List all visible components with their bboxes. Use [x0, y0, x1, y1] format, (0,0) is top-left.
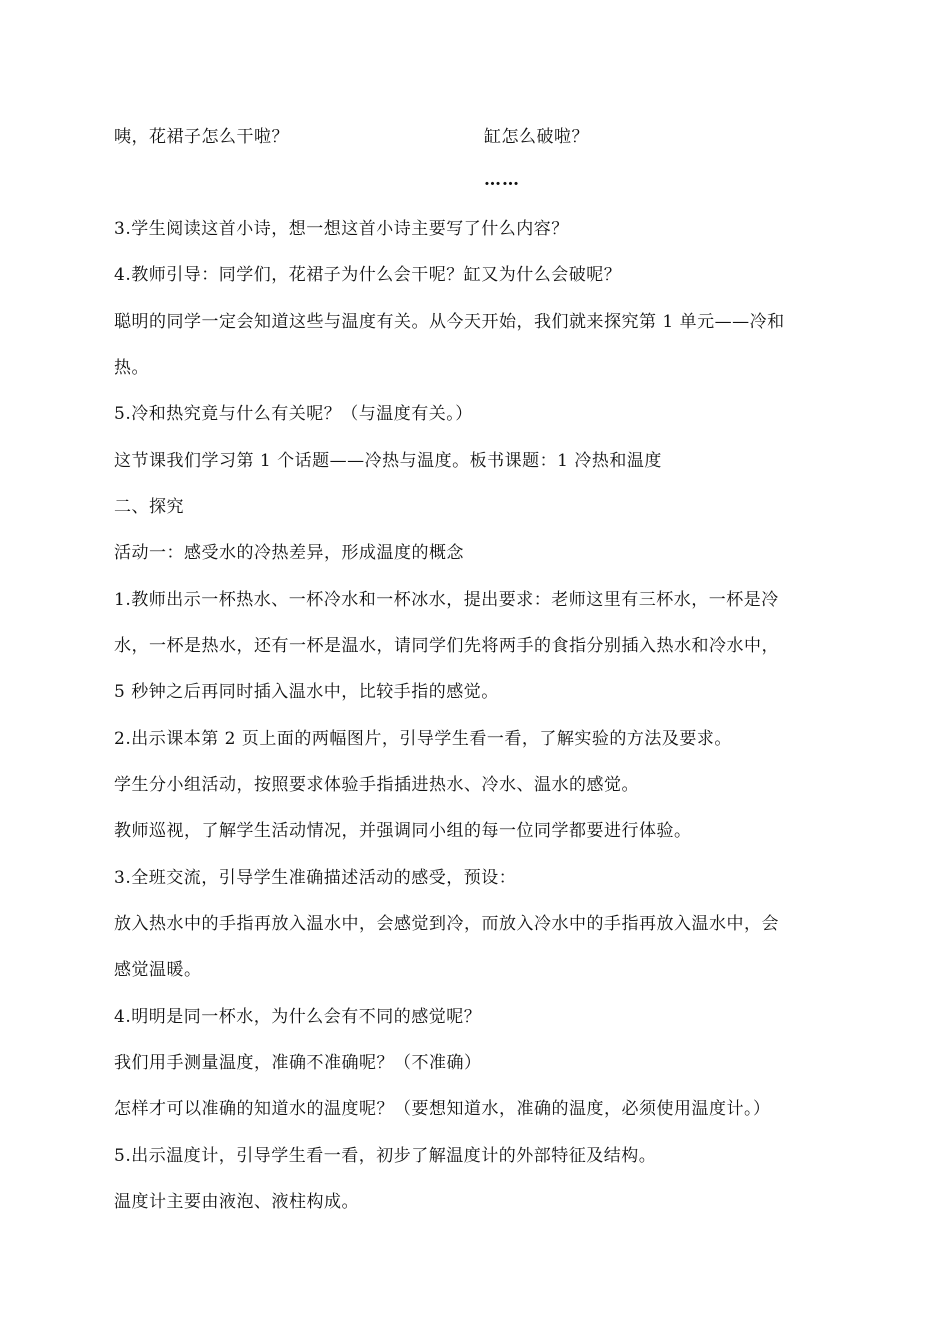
poem-line-left: 咦，花裙子怎么干啦？ [114, 127, 289, 147]
activity-step-2: 2.出示课本第 2 页上面的两幅图片，引导学生看一看，了解实验的方法及要求。 [114, 729, 732, 749]
activity-hand-measure: 我们用手测量温度，准确不准确呢？（不准确） [114, 1053, 482, 1073]
activity-preset-line-2: 感觉温暖。 [114, 960, 202, 980]
activity-step-5: 5.出示温度计，引导学生看一看，初步了解温度计的外部特征及结构。 [114, 1146, 657, 1166]
activity-thermometer-structure: 温度计主要由液泡、液柱构成。 [114, 1192, 359, 1212]
paragraph-intro-line-1: 聪明的同学一定会知道这些与温度有关。从今天开始，我们就来探究第 1 单元——冷和 [114, 312, 785, 332]
paragraph-step-4: 4.教师引导：同学们，花裙子为什么会干呢？缸又为什么会破呢？ [114, 265, 622, 285]
paragraph-intro-line-2: 热。 [114, 358, 149, 378]
activity-preset-line-1: 放入热水中的手指再放入温水中，会感觉到冷，而放入冷水中的手指再放入温水中，会 [114, 914, 779, 934]
paragraph-step-5: 5.冷和热究竟与什么有关呢？（与温度有关。） [114, 404, 473, 424]
activity-step-1-line-3: 5 秒钟之后再同时插入温水中，比较手指的感觉。 [114, 682, 499, 702]
activity-step-1-line-2: 水，一杯是热水，还有一杯是温水，请同学们先将两手的食指分别插入热水和冷水中， [114, 636, 779, 656]
activity-step-3: 3.全班交流，引导学生准确描述活动的感受，预设： [114, 868, 517, 888]
poem-line-right: 缸怎么破啦？ [484, 127, 589, 147]
activity-teacher-patrol: 教师巡视，了解学生活动情况，并强调同小组的每一位同学都要进行体验。 [114, 821, 692, 841]
activity-group-work: 学生分小组活动，按照要求体验手指插进热水、冷水、温水的感觉。 [114, 775, 639, 795]
activity-accurate-measure: 怎样才可以准确的知道水的温度呢？（要想知道水，准确的温度，必须使用温度计。） [114, 1099, 771, 1119]
activity-heading-1: 活动一：感受水的冷热差异，形成温度的概念 [114, 543, 464, 563]
section-heading-explore: 二、探究 [114, 497, 184, 517]
activity-step-1-line-1: 1.教师出示一杯热水、一杯冷水和一杯冰水，提出要求：老师这里有三杯水，一杯是冷 [114, 590, 779, 610]
paragraph-lesson-title: 这节课我们学习第 1 个话题——冷热与温度。板书课题：1 冷热和温度 [114, 451, 662, 471]
activity-step-4: 4.明明是同一杯水，为什么会有不同的感觉呢？ [114, 1007, 482, 1027]
poem-ellipsis: …… [484, 170, 520, 190]
paragraph-step-3: 3.学生阅读这首小诗，想一想这首小诗主要写了什么内容？ [114, 219, 569, 239]
